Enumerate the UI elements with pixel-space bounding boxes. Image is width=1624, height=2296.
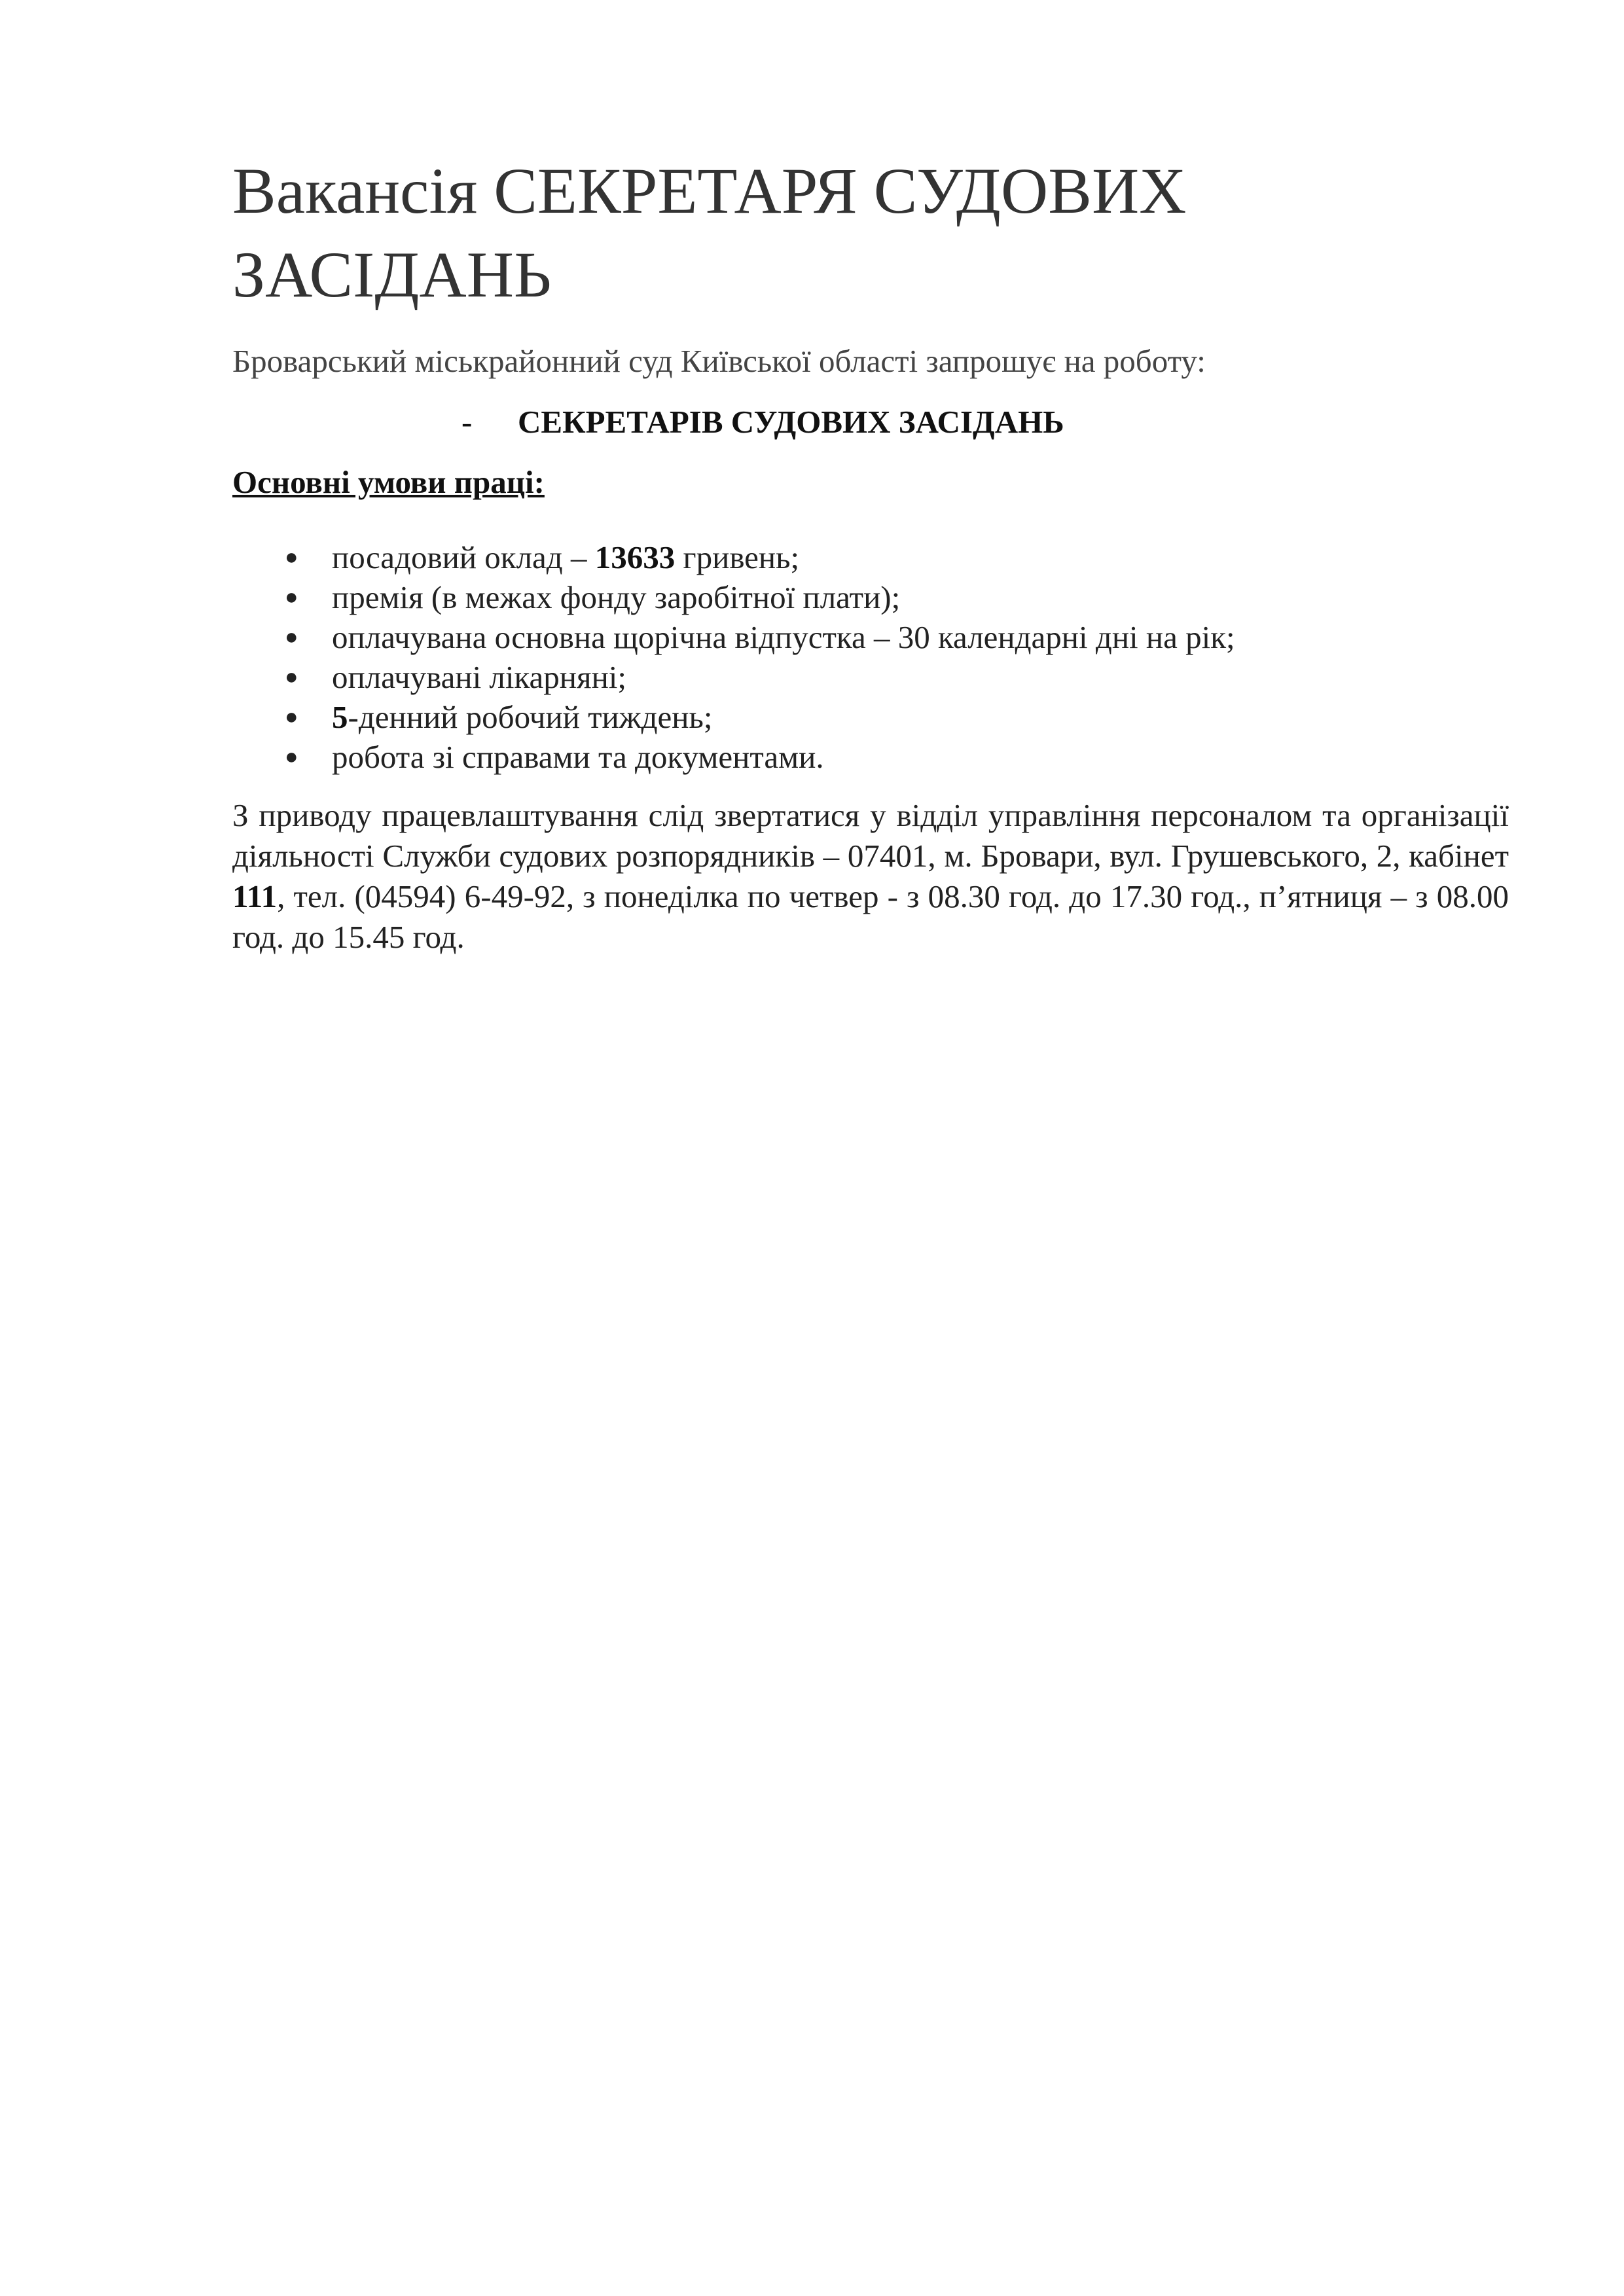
- room-number: 111: [232, 878, 278, 914]
- salary-text-after: гривень;: [675, 539, 800, 575]
- salary-text-before: посадовий оклад –: [332, 539, 595, 575]
- bullet-icon: ●: [285, 625, 298, 649]
- contacts-paragraph: [232, 795, 1509, 958]
- bonus-text: премія (в межах фонду заробітної плати);: [332, 579, 901, 615]
- conditions-list: [232, 537, 1235, 777]
- list-item-week: [232, 697, 1235, 737]
- bullet-icon: ●: [285, 705, 298, 729]
- work-text: робота зі справами та документами.: [332, 739, 824, 775]
- conditions-heading: Основні умови праці:: [232, 464, 545, 500]
- list-item-vacation: [232, 617, 1235, 657]
- position-item: [461, 401, 1064, 443]
- page-title: Вакансія СЕКРЕТАРЯ СУДОВИХ ЗАСІДАНЬ: [232, 154, 1187, 311]
- list-item-work: [232, 737, 1235, 777]
- intro-text: Броварський міськрайонний суд Київської області запрошує на роботу:: [232, 343, 1206, 379]
- bullet-icon: ●: [285, 585, 298, 609]
- contacts-text-part2: , тел. (04594) 6-49-92, з понеділка по четвер - з 08.30 год. до 17.30 год., п’ятниця – з 08.00 год. до 15.45 год.: [232, 878, 1509, 955]
- list-item-sick-leave: [232, 657, 1235, 697]
- salary-amount: 13633: [594, 539, 676, 575]
- list-item-salary: [232, 537, 1235, 577]
- dash-bullet: -: [461, 404, 473, 440]
- bullet-icon: ●: [285, 665, 298, 689]
- contacts-text-part1: З приводу працевлаштування слід звертатися у відділ управління персоналом та організації діяльності Служби судових розпорядників – 07401, м. Бровари, вул. Грушевського, 2, кабінет: [232, 797, 1509, 874]
- bullet-icon: ●: [285, 545, 298, 569]
- bullet-icon: ●: [285, 745, 298, 769]
- position-title: СЕКРЕТАРІВ СУДОВИХ ЗАСІДАНЬ: [518, 404, 1064, 440]
- week-text: -денний робочий тиждень;: [348, 699, 713, 735]
- sick-leave-text: оплачувані лікарняні;: [332, 659, 627, 695]
- week-days-count: 5: [332, 699, 348, 735]
- vacation-text: оплачувана основна щорічна відпустка – 30 календарні дні на рік;: [332, 619, 1235, 655]
- list-item-bonus: [232, 577, 1235, 617]
